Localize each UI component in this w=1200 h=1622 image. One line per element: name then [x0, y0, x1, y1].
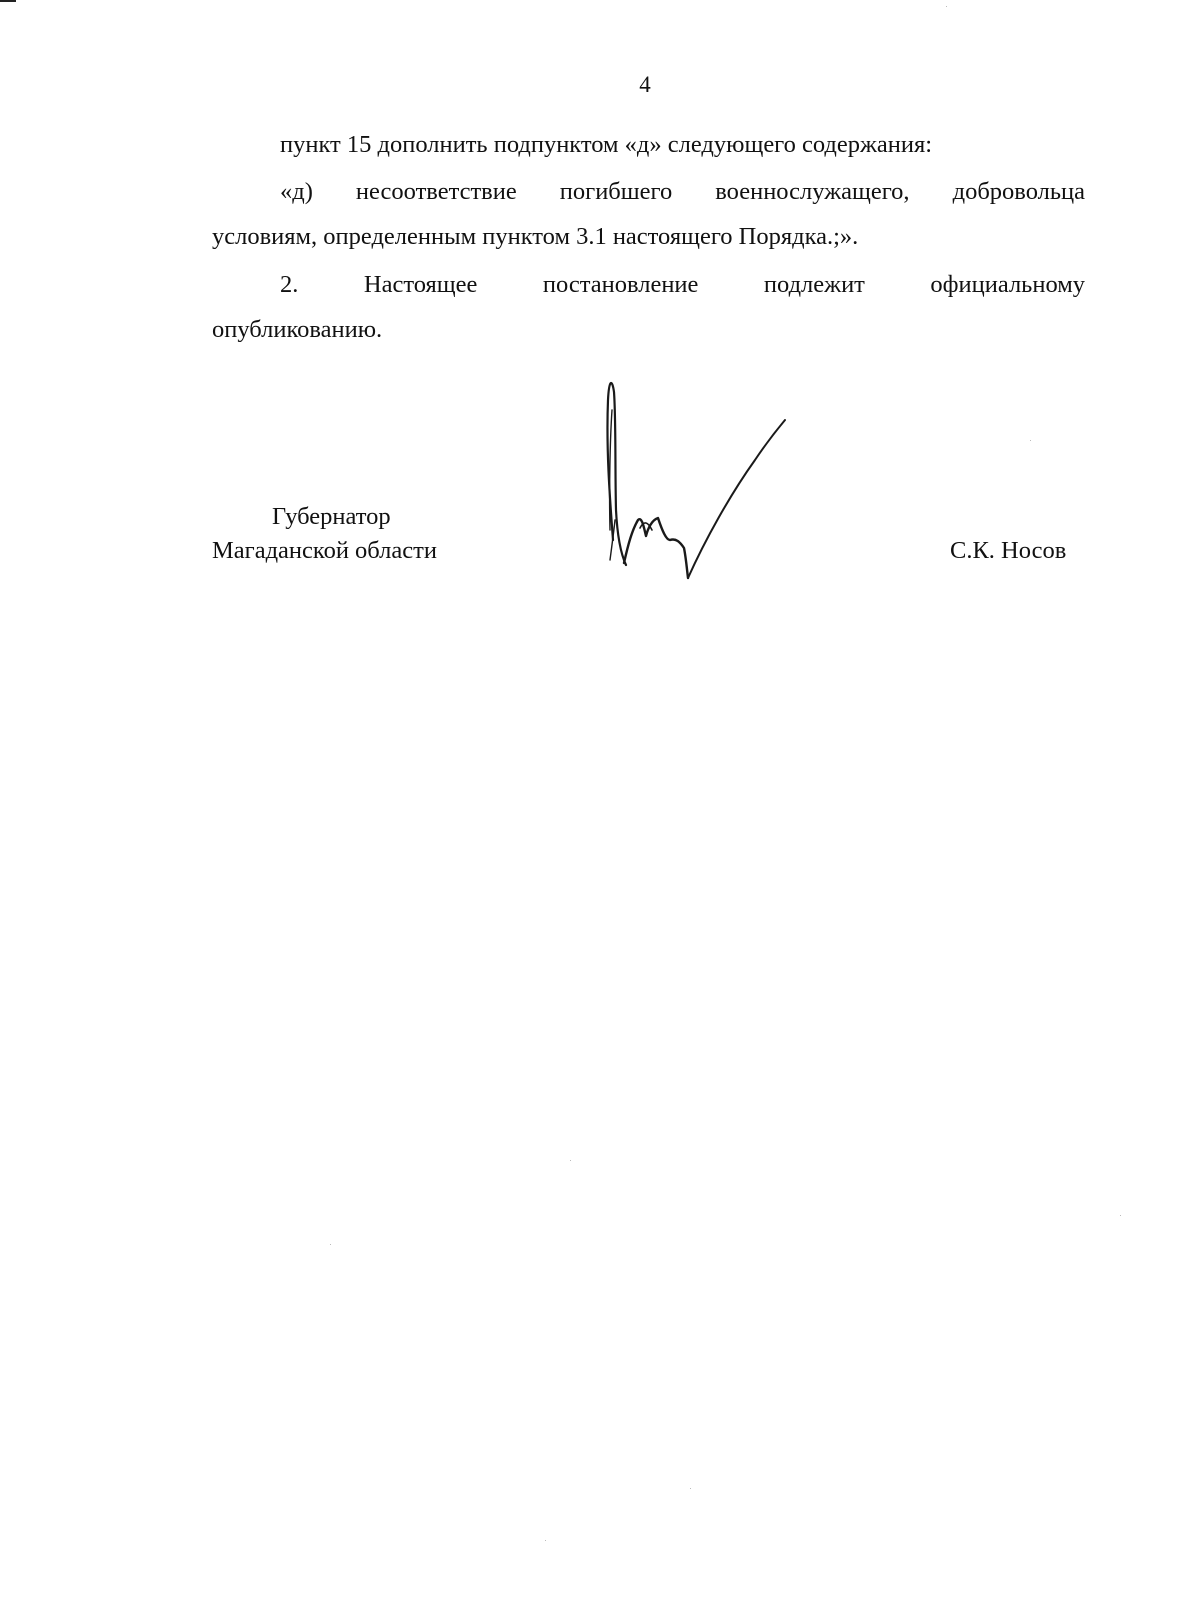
- scan-speck: [1120, 1215, 1121, 1216]
- paragraph-publication: [212, 262, 1085, 352]
- paragraph-line: условиям, определенным пунктом 3.1 настоящего Порядка.;».: [212, 223, 859, 250]
- paragraph-line: «д) несоответствие погибшего военнослужащего, добровольца: [280, 178, 1085, 205]
- page-number: 4: [639, 72, 651, 97]
- paragraph-subitem-d: [212, 169, 1085, 259]
- signatory-name: С.К. Носов: [950, 537, 1067, 564]
- position-region: Магаданской области: [212, 537, 437, 564]
- handwritten-signature: [600, 380, 830, 600]
- scan-speck: [545, 1540, 546, 1541]
- scan-speck: [570, 1160, 571, 1161]
- paragraph-line: 2. Настоящее постановление подлежит официальному: [280, 271, 1085, 298]
- paragraph-amendment-intro: [212, 122, 1085, 167]
- signatory-position: [212, 500, 437, 568]
- paragraph-line: опубликованию.: [212, 316, 383, 343]
- position-title: Губернатор: [272, 503, 391, 530]
- paragraph-line: пункт 15 дополнить подпунктом «д» следующего содержания:: [280, 131, 933, 158]
- scan-speck: [690, 1488, 691, 1489]
- scan-speck: [946, 6, 947, 7]
- scan-speck: [330, 1244, 331, 1245]
- scan-speck: [1030, 440, 1031, 441]
- scan-edge-mark: [0, 0, 16, 2]
